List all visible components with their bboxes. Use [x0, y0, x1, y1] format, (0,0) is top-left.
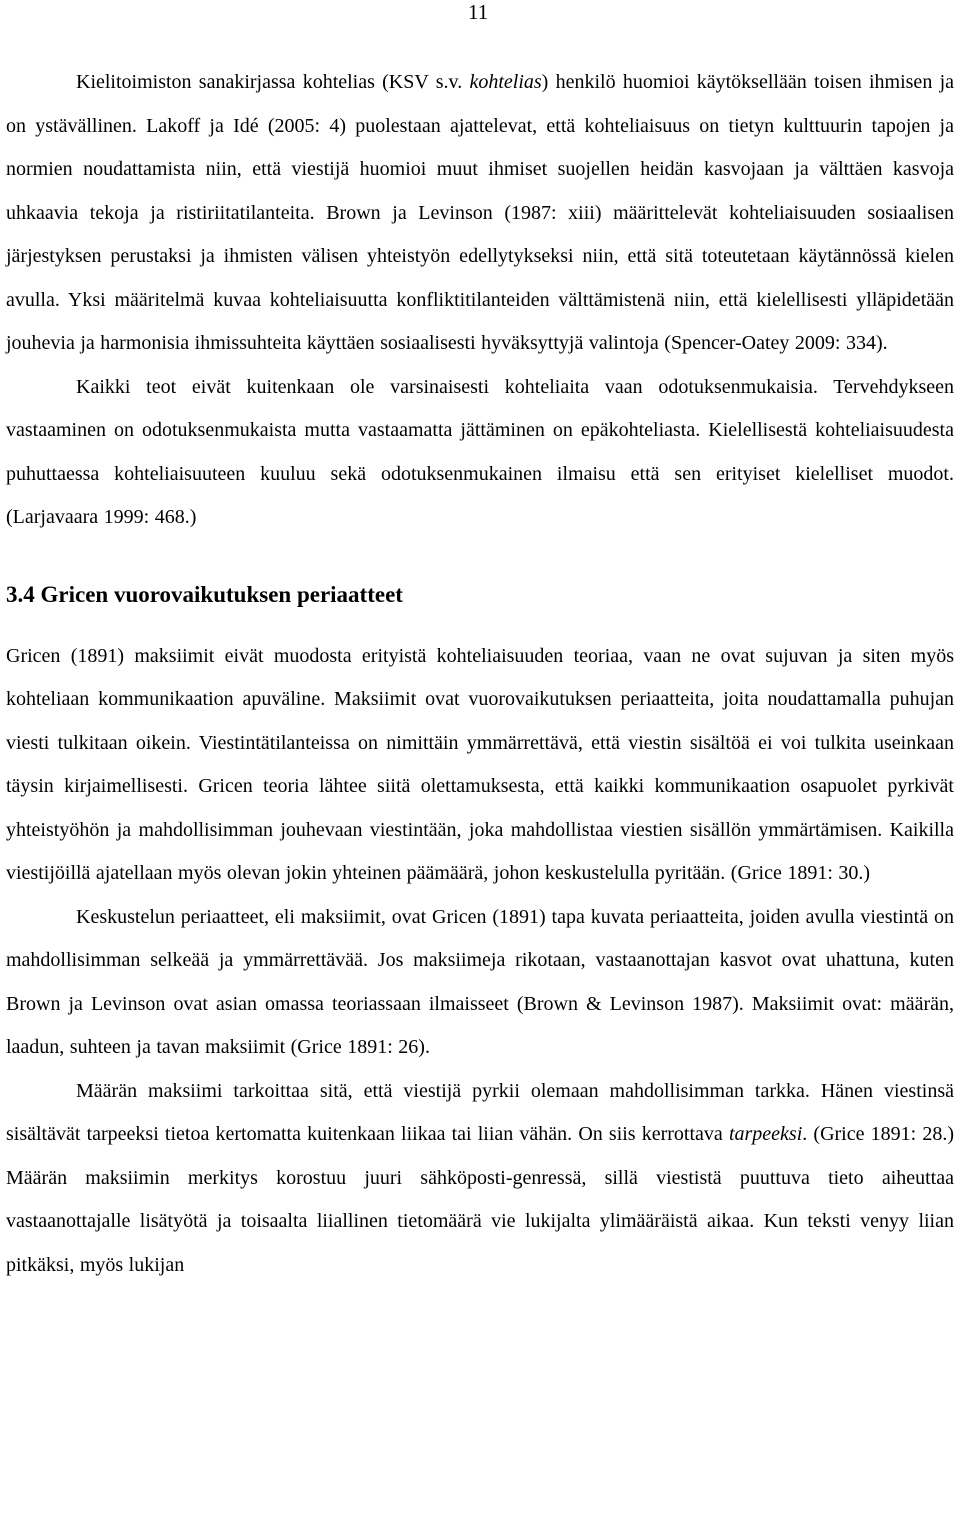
paragraph-quantity-maxim: [6, 1070, 954, 1288]
paragraph-text: Kielitoimiston sanakirjassa kohtelias (KSV s.v.: [76, 71, 470, 93]
italic-term: tarpeeksi: [728, 1123, 803, 1145]
paragraph-politeness-definitions: [6, 61, 954, 366]
paragraph-expected-acts: Kaikki teot eivät kuitenkaan ole varsinaisesti kohteliaita vaan odotuksenmukaisia. Tervehdykseen vastaaminen on odotuksenmukaista mutta vastaamatta jättäminen on epäkohteliasta. Kielellisestä kohteliaisuudesta puhuttaessa kohteliaisuuteen kuuluu sekä odotuksenmukainen ilmaisu että sen erityiset kielelliset muodot. (Larjavaara 1999: 468.): [6, 375, 954, 528]
section-heading: 3.4 Gricen vuorovaikutuksen periaatteet: [6, 581, 403, 607]
paragraph-conversation-principles: Keskustelun periaatteet, eli maksiimit, ovat Gricen (1891) tapa kuvata periaatteita, joiden avulla viestintä on mahdollisimman selkeää ja ymmärrettävää. Jos maksiimeja rikotaan, vastaanottajan kasvot ovat uhattuna, kuten Brown ja Levinson ovat asian omassa teoriassaan ilmaisseet (Brown & Levinson 1987). Maksiimit ovat: määrän, laadun, suhteen ja tavan maksiimit (Grice 1891: 26).: [6, 905, 954, 1058]
paragraph-text: Määrän maksiimi tarkoittaa sitä, että viestijä pyrkii olemaan mahdollisimman tarkka. Hänen viestinsä sisältävät tarpeeksi tietoa kertomatta kuitenkaan liikaa tai liian vähän. On siis kerrottava: [6, 1079, 954, 1145]
paragraph-text: ) henkilö huomioi käytöksellään toisen ihmisen ja on ystävällinen. Lakoff ja Idé (2005: 4) puolestaan ajattelevat, että kohteliaisuus on tietyn kulttuurin tapojen ja normien noudattamista niin, että viestijä huomioi muut ihmiset suojellen heidän kasvojaan ja välttäen kasvoja uhkaavia tekoja ja ristiriitatilanteita. Brown ja Levinson (1987: xiii) määrittelevät kohteliaisuuden sosiaalisen järjestyksen perustaksi ja ihmisten välisen yhteistyön edellytykseksi niin, että sitä toteutetaan käytännössä kielen avulla. Yksi määritelmä kuvaa kohteliaisuutta konfliktitilanteiden välttämistenä niin, että kielellisesti ylläpidetään jouhevia ja harmonisia ihmissuhteita käyttäen sosiaalisesti hyväksyttyjä valintoja (Spencer-Oatey 2009: 334).: [6, 71, 954, 354]
page-number: 11: [468, 0, 489, 24]
document-body: [6, 61, 954, 1287]
paragraph-text: . (Grice 1891: 28.) Määrän maksiimin merkitys korostuu juuri sähköposti-genressä, sillä viestistä puuttuva tieto aiheuttaa vastaanottajalle lisätyötä ja toisaalta liiallinen tietomäärä vie lukijalta ylimääräistä aikaa. Kun teksti venyy liian pitkäksi, myös lukijan: [6, 1123, 954, 1276]
italic-term: kohtelias: [469, 71, 542, 93]
paragraph-grice-maxims: Gricen (1891) maksiimit eivät muodosta erityistä kohteliaisuuden teoriaa, vaan ne ovat sujuvan ja siten myös kohteliaan kommunikaation apuväline. Maksiimit ovat vuorovaikutuksen periaatteita, joita noudattamalla puhujan viesti tulkitaan oikein. Viestintätilanteissa on nimittäin ymmärrettävä, että viestin sisältöä ei voi tulkita useinkaan täysin kirjaimellisesti. Gricen teoria lähtee siitä olettamuksesta, että kaikki kommunikaation osapuolet pyrkivät yhteistyöhön ja mahdollisimman jouhevaan viestintään, joka mahdollistaa viestien sisällön ymmärtämisen. Kaikilla viestijöillä ajatellaan myös olevan jokin yhteinen päämäärä, johon keskustelulla pyritään. (Grice 1891: 30.): [6, 644, 954, 884]
